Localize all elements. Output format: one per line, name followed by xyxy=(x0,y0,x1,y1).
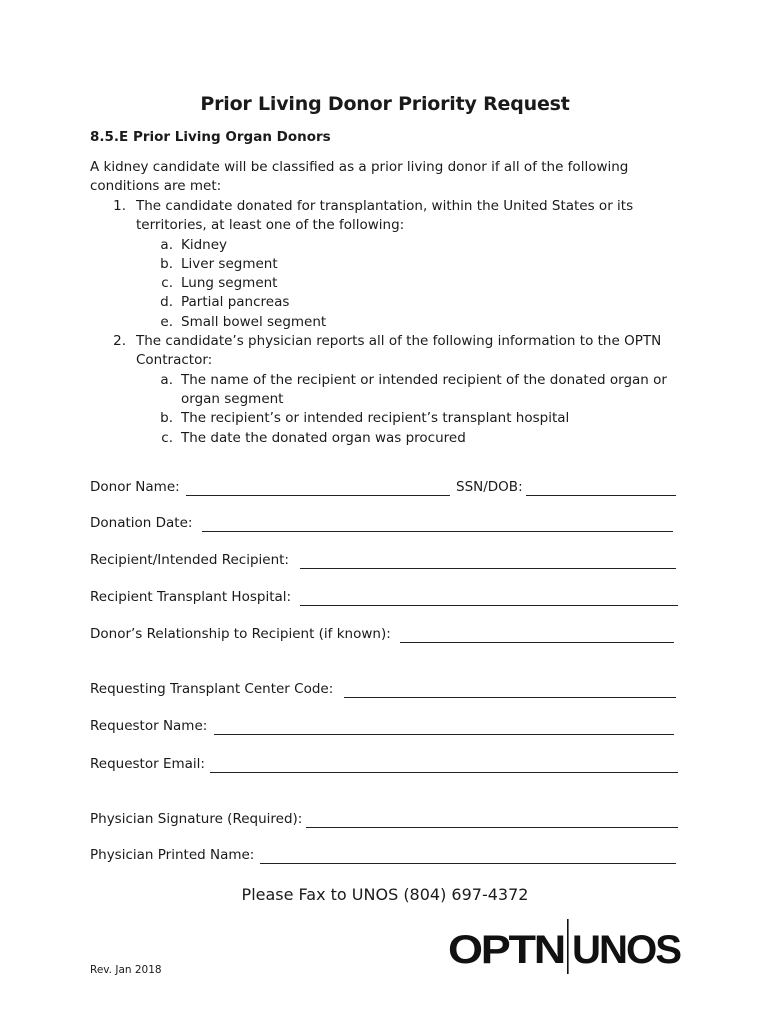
donation-date-field[interactable] xyxy=(202,531,673,532)
recipient-hospital-label: Recipient Transplant Hospital: xyxy=(90,589,292,605)
sub-item-letter: b. xyxy=(160,255,173,272)
sub-item-text: Liver segment xyxy=(181,255,278,272)
sub-list-item-continued xyxy=(0,390,770,409)
sub-list-item xyxy=(0,371,770,390)
logo-divider xyxy=(567,919,569,974)
intro-paragraph xyxy=(90,158,690,197)
list-item xyxy=(0,332,770,351)
requestor-name-row xyxy=(90,718,680,738)
sub-item-letter: a. xyxy=(160,371,173,388)
sub-item-text: organ segment xyxy=(181,390,284,407)
sub-item-text: The date the donated organ was procured xyxy=(181,429,466,446)
sub-list-item xyxy=(0,274,770,293)
list-item-continued xyxy=(0,351,770,370)
item-number: 2. xyxy=(113,333,126,350)
section-heading: 8.5.E Prior Living Organ Donors xyxy=(90,129,331,145)
printed-name-field[interactable] xyxy=(260,863,676,864)
sub-item-text: Lung segment xyxy=(181,275,278,292)
requestor-name-label: Requestor Name: xyxy=(90,718,208,734)
relationship-field[interactable] xyxy=(400,642,674,643)
donor-name-label: Donor Name: xyxy=(90,479,180,495)
intro-line: A kidney candidate will be classified as a prior living donor if all of the following xyxy=(90,159,629,175)
sub-item-letter: c. xyxy=(161,275,173,292)
donor-name-field[interactable] xyxy=(186,495,450,496)
requestor-email-field[interactable] xyxy=(210,772,678,773)
sub-item-text: Small bowel segment xyxy=(181,313,327,330)
criteria-list xyxy=(0,197,770,448)
page-title: Prior Living Donor Priority Request xyxy=(200,93,570,115)
sub-list-item xyxy=(0,293,770,312)
sub-list-item xyxy=(0,409,770,428)
signature-row xyxy=(90,811,680,831)
ssn-dob-label: SSN/DOB: xyxy=(456,479,523,495)
sub-item-text: Kidney xyxy=(181,236,228,253)
intro-line: conditions are met: xyxy=(90,178,222,195)
sub-list-item xyxy=(0,313,770,332)
requestor-email-label: Requestor Email: xyxy=(90,756,205,772)
recipient-row xyxy=(90,552,680,572)
donor-name-row xyxy=(90,479,680,499)
requestor-email-row xyxy=(90,756,680,776)
recipient-hospital-field[interactable] xyxy=(300,605,678,606)
sub-item-letter: a. xyxy=(160,236,173,253)
sub-item-text: The recipient’s or intended recipient’s transplant hospital xyxy=(181,410,570,427)
sub-list-item xyxy=(0,236,770,255)
item-number: 1. xyxy=(113,198,126,214)
item-text: territories, at least one of the following: xyxy=(136,217,405,234)
printed-name-row xyxy=(90,847,680,867)
item-text: The candidate donated for transplantation, within the United States or its xyxy=(136,198,634,214)
donation-date-label: Donation Date: xyxy=(90,515,193,531)
sub-item-letter: e. xyxy=(160,313,173,330)
sub-list-item xyxy=(0,429,770,448)
center-code-label: Requesting Transplant Center Code: xyxy=(90,681,334,697)
sub-item-text: Partial pancreas xyxy=(181,294,290,311)
relationship-row xyxy=(90,626,680,646)
center-code-field[interactable] xyxy=(344,697,676,698)
recipient-label: Recipient/Intended Recipient: xyxy=(90,552,289,568)
ssn-dob-field[interactable] xyxy=(526,495,676,496)
list-item xyxy=(0,197,770,216)
item-text: Contractor: xyxy=(136,352,213,369)
sub-list-item xyxy=(0,255,770,274)
donation-date-row xyxy=(90,515,680,535)
signature-field[interactable] xyxy=(306,827,678,828)
recipient-field[interactable] xyxy=(300,568,676,569)
item-text: The candidate’s physician reports all of the following information to the OPTN xyxy=(136,333,662,350)
logo-text-unos: UNOS xyxy=(572,928,682,972)
revision-date: Rev. Jan 2018 xyxy=(90,964,162,976)
list-item-continued xyxy=(0,216,770,235)
center-code-row xyxy=(90,681,680,701)
sub-item-text: The name of the recipient or intended recipient of the donated organ or xyxy=(181,371,667,388)
logo-text-optn: OPTN xyxy=(448,928,565,972)
fax-instruction: Please Fax to UNOS (804) 697-4372 xyxy=(241,885,529,904)
optn-unos-logo xyxy=(446,916,686,976)
requestor-name-field[interactable] xyxy=(214,734,674,735)
signature-label: Physician Signature (Required): xyxy=(90,811,303,827)
relationship-label: Donor’s Relationship to Recipient (if known): xyxy=(90,626,391,642)
sub-item-letter: d. xyxy=(160,294,173,311)
recipient-hospital-row xyxy=(90,589,680,609)
printed-name-label: Physician Printed Name: xyxy=(90,847,255,863)
sub-item-letter: c. xyxy=(161,429,173,446)
sub-item-letter: b. xyxy=(160,410,173,427)
